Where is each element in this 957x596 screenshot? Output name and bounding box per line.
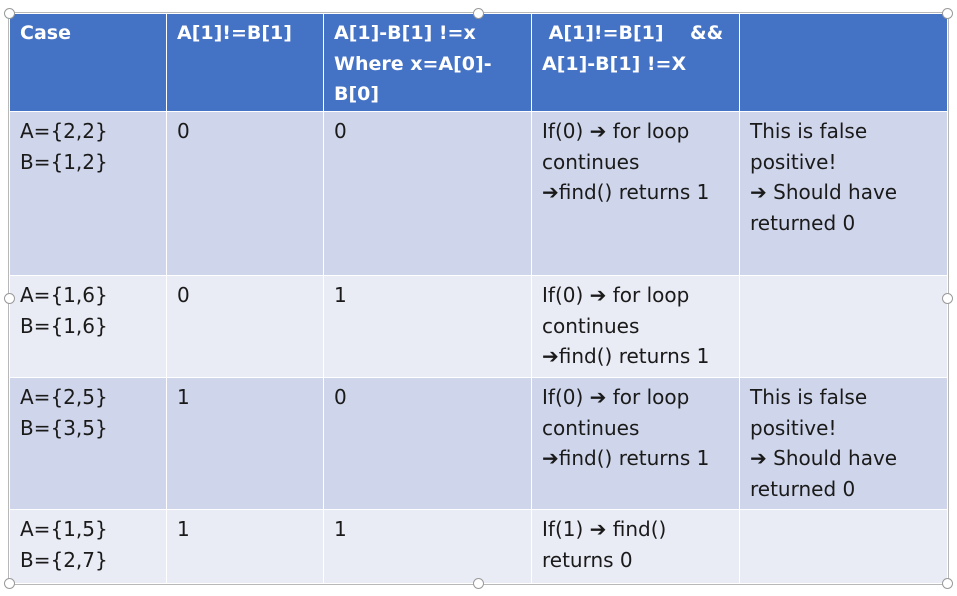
a1-ne-b1-cell: 1 [167, 510, 324, 584]
diff-ne-x-cell: 1 [324, 510, 532, 584]
right-arrow-icon: ➔ [542, 446, 559, 470]
case-cell: A={1,5} B={2,7} [10, 510, 167, 584]
right-arrow-icon: ➔ [542, 180, 559, 204]
right-arrow-icon: ➔ [750, 180, 767, 204]
resize-handle-bottom-right[interactable] [942, 578, 953, 589]
case-cell: A={2,5} B={3,5} [10, 378, 167, 510]
right-arrow-icon: ➔ [542, 344, 559, 368]
right-arrow-icon: ➔ [589, 517, 607, 541]
case-cell: A={2,2} B={1,2} [10, 112, 167, 276]
a1-ne-b1-cell: 0 [167, 276, 324, 378]
resize-handle-middle-right[interactable] [942, 293, 953, 304]
header-row [10, 14, 948, 112]
case-cell: A={1,6} B={1,6} [10, 276, 167, 378]
right-arrow-icon: ➔ [750, 446, 767, 470]
table-row [10, 112, 948, 276]
notes-cell: This is false positive! ➔ Should have returned 0 [740, 378, 948, 510]
comparison-table [9, 13, 948, 584]
combined-cell: If(0) ➔ for loop continues ➔find() returns 1 [532, 378, 740, 510]
header-a1-ne-b1: A[1]!=B[1] [167, 14, 324, 112]
notes-cell [740, 276, 948, 378]
header-notes [740, 14, 948, 112]
combined-cell: If(0) ➔ for loop continues ➔find() returns 1 [532, 112, 740, 276]
diff-ne-x-cell: 1 [324, 276, 532, 378]
header-case: Case [10, 14, 167, 112]
header-combined-condition: A[1]!=B[1] && A[1]-B[1] !=X [532, 14, 740, 112]
table-row [10, 276, 948, 378]
a1-ne-b1-cell: 1 [167, 378, 324, 510]
table-row [10, 510, 948, 584]
right-arrow-icon: ➔ [589, 119, 607, 143]
resize-handle-top-right[interactable] [942, 8, 953, 19]
right-arrow-icon: ➔ [589, 385, 607, 409]
resize-handle-bottom-center[interactable] [473, 578, 484, 589]
table-row [10, 378, 948, 510]
combined-cell: If(0) ➔ for loop continues ➔find() returns 1 [532, 276, 740, 378]
right-arrow-icon: ➔ [589, 283, 607, 307]
resize-handle-bottom-left[interactable] [4, 578, 15, 589]
diff-ne-x-cell: 0 [324, 112, 532, 276]
notes-cell [740, 510, 948, 584]
combined-cell: If(1) ➔ find() returns 0 [532, 510, 740, 584]
header-diff-ne-x: A[1]-B[1] !=x Where x=A[0]- B[0] [324, 14, 532, 112]
a1-ne-b1-cell: 0 [167, 112, 324, 276]
notes-cell: This is false positive! ➔ Should have returned 0 [740, 112, 948, 276]
resize-handle-top-left[interactable] [4, 8, 15, 19]
diff-ne-x-cell: 0 [324, 378, 532, 510]
resize-handle-middle-left[interactable] [4, 293, 15, 304]
resize-handle-top-center[interactable] [473, 8, 484, 19]
